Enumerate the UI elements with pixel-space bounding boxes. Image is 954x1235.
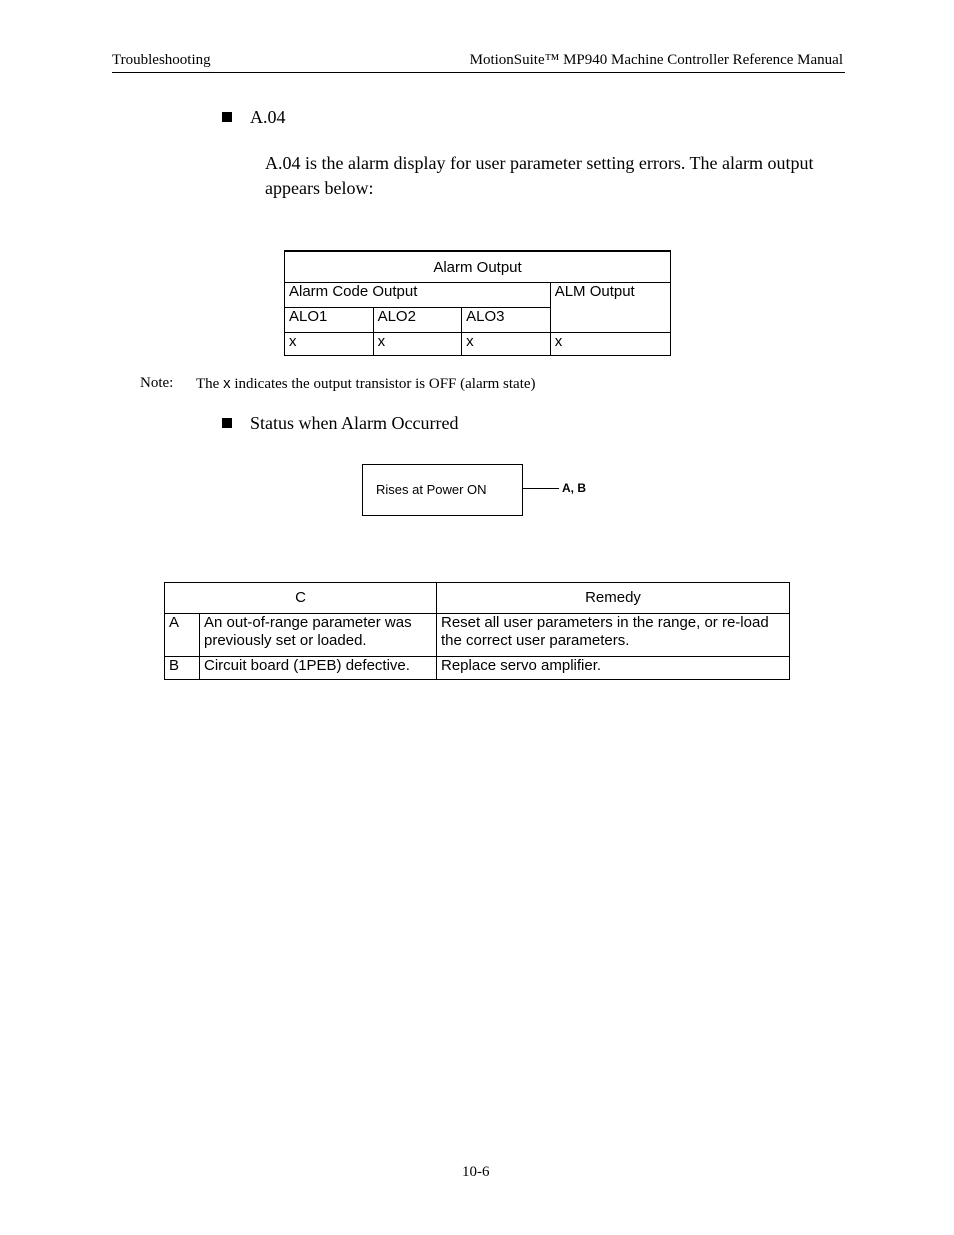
page-number: 10-6	[462, 1164, 490, 1180]
value-alo3: x	[462, 333, 551, 356]
section-heading-a04: A.04	[250, 107, 286, 127]
value-alo2: x	[373, 333, 462, 356]
status-connector-line	[523, 488, 559, 489]
status-cause-labels: A, B	[562, 481, 586, 495]
note-suffix: indicates the output transistor is OFF (alarm state)	[230, 376, 536, 392]
status-box-text: Rises at Power ON	[376, 482, 487, 497]
square-bullet-icon	[222, 112, 232, 122]
square-bullet-icon	[222, 418, 232, 428]
row-id: A	[165, 614, 200, 657]
row-id: B	[165, 657, 200, 680]
row-remedy: Reset all user parameters in the range, or re-load the correct user parameters.	[437, 614, 790, 657]
value-alm: x	[550, 333, 670, 356]
alarm-table-title-row	[285, 251, 671, 283]
row-cause: Circuit board (1PEB) defective.	[200, 657, 437, 680]
alarm-output-table	[284, 250, 671, 356]
value-alo1: x	[285, 333, 374, 356]
alarm-table-title: Alarm Output	[285, 251, 671, 283]
column-alo3: ALO3	[462, 308, 551, 333]
row-cause: An out-of-range parameter was previously set or loaded.	[200, 614, 437, 657]
cause-column-header: C	[165, 583, 437, 614]
column-alo1: ALO1	[285, 308, 374, 333]
column-alo2: ALO2	[373, 308, 462, 333]
note-symbol: x	[223, 375, 231, 392]
status-heading: Status when Alarm Occurred	[250, 413, 459, 433]
table-row	[165, 657, 790, 680]
header-manual-title: MotionSuite™ MP940 Machine Controller Reference Manual	[469, 52, 843, 68]
section-paragraph: A.04 is the alarm display for user parameter setting errors. The alarm output appears below:	[265, 153, 814, 198]
remedy-table-header-row	[165, 583, 790, 614]
remedy-column-header: Remedy	[437, 583, 790, 614]
row-remedy: Replace servo amplifier.	[437, 657, 790, 680]
remedy-table	[164, 582, 790, 680]
status-box	[362, 464, 523, 516]
table-row	[165, 614, 790, 657]
alarm-table-value-row	[285, 333, 671, 356]
alarm-code-output-header: Alarm Code Output	[285, 283, 551, 308]
alm-output-header: ALM Output	[550, 283, 670, 333]
note-text	[196, 375, 536, 393]
note-label: Note:	[140, 375, 174, 391]
note-prefix: The	[196, 376, 224, 392]
header-divider	[112, 72, 845, 73]
header-section-name: Troubleshooting	[112, 52, 211, 68]
alarm-table-group-row	[285, 283, 671, 308]
